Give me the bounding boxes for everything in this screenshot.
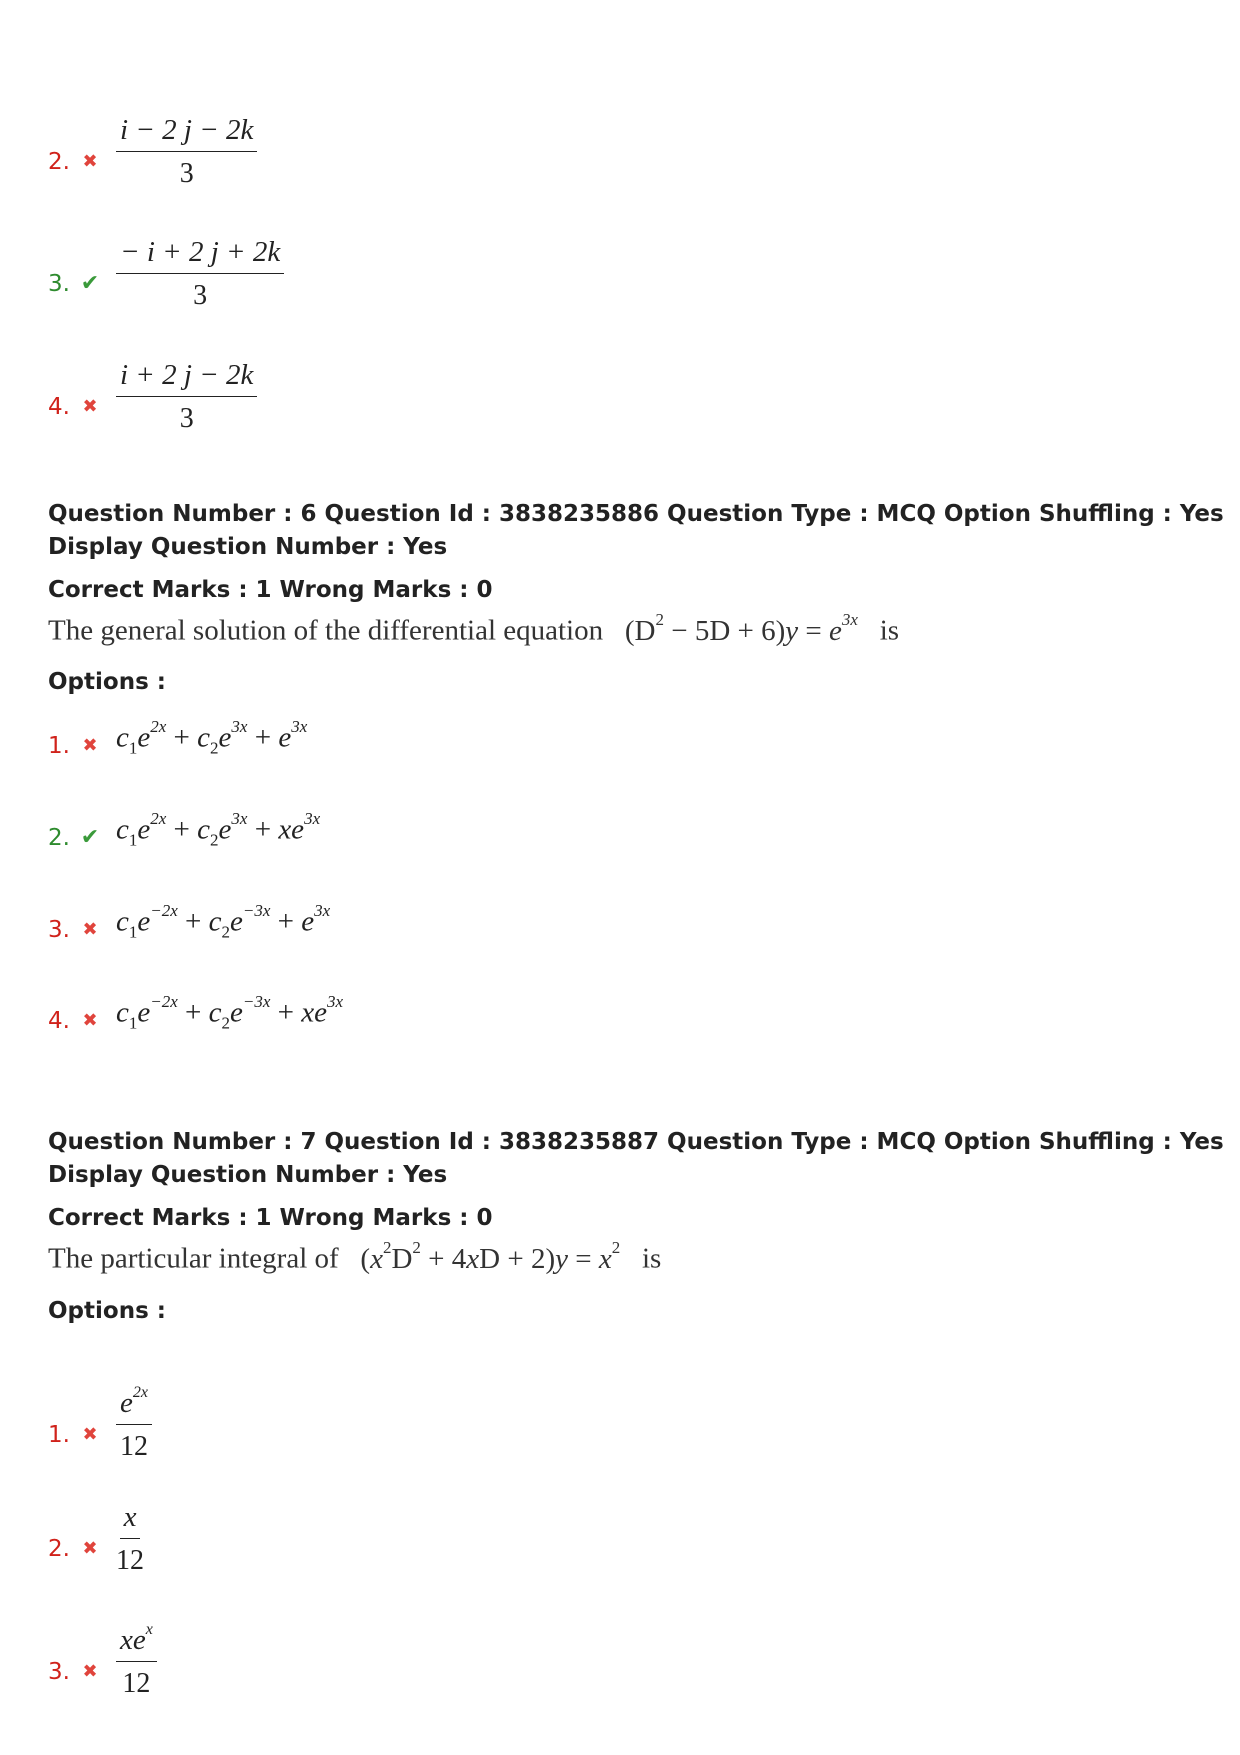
fraction-numerator: $xe^x$	[116, 1624, 157, 1662]
cross-icon: ✖	[82, 151, 98, 172]
option-6-4	[48, 992, 344, 1035]
question-equation: $(D^2 - 5D + 6)y = e^{3x}$	[610, 610, 858, 647]
question-text-suffix: is	[879, 614, 900, 647]
cross-icon: ✖	[82, 1538, 98, 1559]
cross-icon: ✖	[82, 735, 98, 757]
option-fraction	[116, 1621, 157, 1700]
question-7-marks: Correct Marks : 1 Wrong Marks : 0	[48, 1205, 493, 1231]
question-meta: Question Number : 6 Question Id : 3838235886 Question Type : MCQ Option Shuffling : Yes	[48, 501, 1224, 527]
option-fraction	[116, 114, 257, 190]
fraction-numerator: i − 2 j − 2k	[116, 114, 257, 152]
fraction-numerator: $e^{2x}$	[116, 1387, 152, 1425]
check-icon: ✔	[80, 825, 100, 851]
question-6-options-label: Options :	[48, 669, 166, 695]
question-6-text	[48, 610, 900, 648]
option-5-3	[48, 222, 284, 311]
check-icon: ✔	[80, 271, 100, 296]
option-6-3	[48, 901, 331, 944]
option-expression: $c_1e^{-2x} + c_2e^{-3x} + xe^{3x}$	[116, 992, 344, 1033]
display-question-number: Display Question Number : Yes	[48, 1162, 448, 1188]
question-7-text	[48, 1238, 662, 1276]
fraction-denominator: 3	[179, 403, 194, 434]
option-7-1	[48, 1373, 152, 1462]
option-number: 1.	[48, 733, 70, 760]
option-6-1	[48, 717, 308, 760]
fraction-denominator: 3	[179, 158, 194, 189]
question-text-prefix: The general solution of the differential equation	[48, 614, 604, 647]
option-6-2	[48, 809, 321, 852]
option-fraction	[116, 236, 284, 312]
option-number: 1.	[48, 1422, 70, 1448]
option-expression: $c_1e^{2x} + c_2e^{3x} + xe^{3x}$	[116, 809, 321, 850]
fraction-numerator: x	[120, 1501, 141, 1539]
fraction-denominator: 3	[193, 280, 208, 311]
fraction-denominator: 12	[119, 1431, 148, 1462]
question-7-header	[48, 1126, 1224, 1192]
cross-icon: ✖	[82, 919, 98, 941]
option-number: 2.	[48, 149, 70, 175]
display-question-number: Display Question Number : Yes	[48, 534, 448, 560]
fraction-denominator: 12	[122, 1668, 151, 1699]
cross-icon: ✖	[82, 1424, 98, 1445]
cross-icon: ✖	[82, 396, 98, 417]
question-text-suffix: is	[641, 1242, 662, 1275]
option-fraction	[116, 359, 257, 435]
fraction-numerator: i + 2 j − 2k	[116, 359, 257, 397]
option-number: 4.	[48, 394, 70, 420]
option-number: 4.	[48, 1008, 70, 1035]
question-meta: Question Number : 7 Question Id : 3838235887 Question Type : MCQ Option Shuffling : Yes	[48, 1129, 1224, 1155]
option-number: 3.	[48, 1659, 70, 1685]
cross-icon: ✖	[82, 1661, 98, 1682]
option-number: 2.	[48, 825, 70, 852]
option-fraction	[116, 1501, 144, 1577]
question-6-marks: Correct Marks : 1 Wrong Marks : 0	[48, 577, 493, 603]
option-number: 2.	[48, 1536, 70, 1562]
question-equation: $(x^2D^2 + 4xD + 2)y = x^2$	[345, 1238, 621, 1275]
option-7-2	[48, 1487, 144, 1576]
option-5-2	[48, 100, 257, 189]
option-number: 3.	[48, 917, 70, 944]
option-expression: $c_1e^{2x} + c_2e^{3x} + e^{3x}$	[116, 717, 308, 758]
option-7-3	[48, 1610, 157, 1699]
option-number: 3.	[48, 271, 70, 297]
fraction-denominator: 12	[116, 1545, 144, 1576]
question-text-prefix: The particular integral of	[48, 1242, 339, 1275]
option-5-4	[48, 345, 257, 434]
cross-icon: ✖	[82, 1010, 98, 1032]
option-expression: $c_1e^{-2x} + c_2e^{-3x} + e^{3x}$	[116, 901, 331, 942]
option-fraction	[116, 1384, 152, 1463]
question-7-options-label: Options :	[48, 1298, 166, 1324]
fraction-numerator: − i + 2 j + 2k	[116, 236, 284, 274]
question-6-header	[48, 498, 1224, 564]
